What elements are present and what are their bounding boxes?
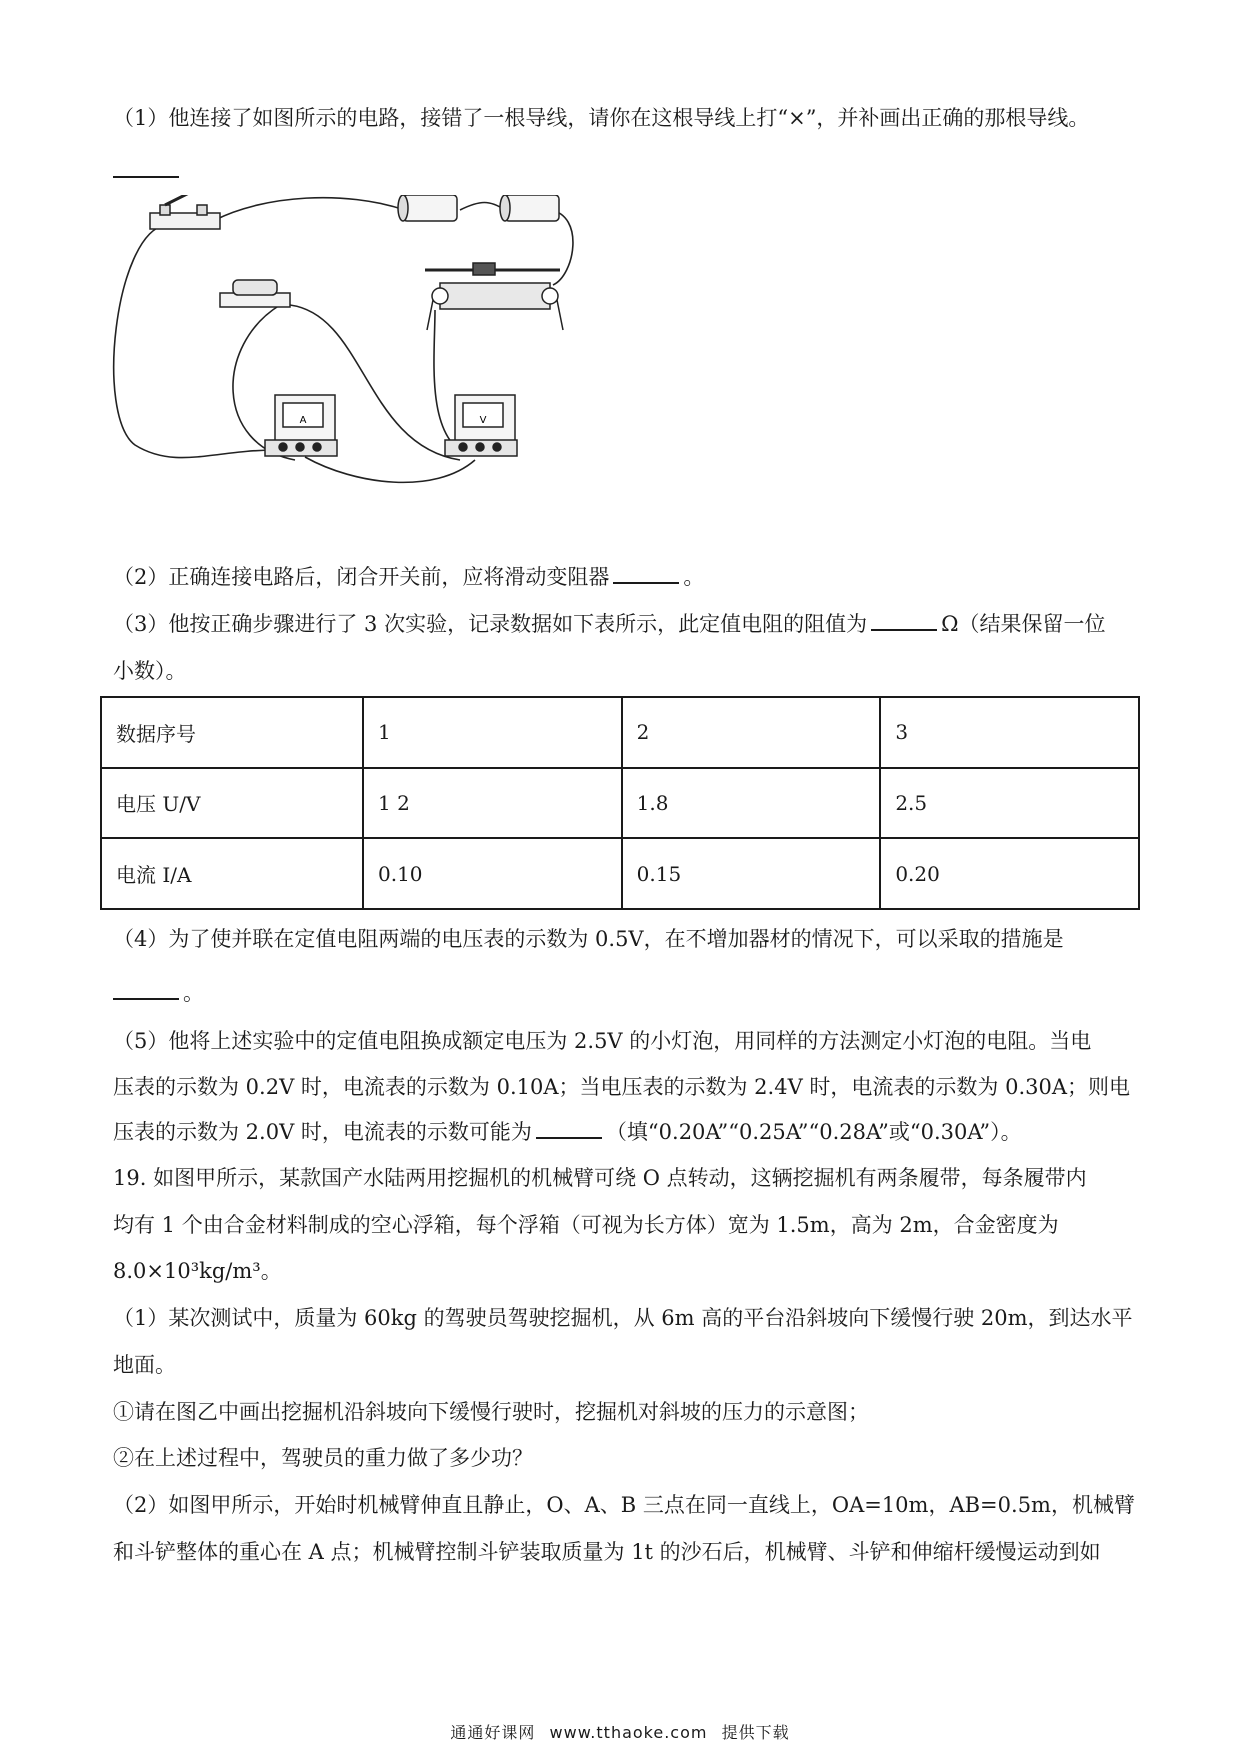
fixed-resistor [220, 280, 290, 307]
voltmeter-symbol: V [479, 415, 487, 426]
q19-part2-line2: 和斗铲整体的重心在 A 点；机械臂控制斗铲装取质量为 1t 的沙石后，机械臂、斗铲和伸缩杆缓慢运动到如 [113, 1540, 1101, 1564]
table-cell: 电流 I/A [101, 838, 363, 909]
table-cell: 0.15 [622, 838, 881, 909]
footer-site-name: 通通好课网 [450, 1723, 536, 1742]
q18-part5-line3 [113, 1117, 1022, 1147]
table-row [101, 768, 1139, 839]
table-cell: 0.20 [880, 838, 1139, 909]
q18-part3-text: （3）他按正确步骤进行了 3 次实验，记录数据如下表所示，此定值电阻的阻值为 [113, 612, 868, 636]
q19-stem-line2: 均有 1 个由合金材料制成的空心浮箱，每个浮箱（可视为长方体）宽为 1.5m，高为 2m，合金密度为 [113, 1213, 1059, 1237]
q19-part1-task1: ①请在图乙中画出挖掘机沿斜坡向下缓慢行驶时，挖掘机对斜坡的压力的示意图； [113, 1400, 869, 1424]
battery-left [398, 195, 457, 221]
q18-part3-cont: 小数）。 [113, 659, 187, 683]
table-cell: 0.10 [363, 838, 622, 909]
answer-blank-2 [613, 562, 679, 584]
q19-stem-line1: 19. 如图甲所示，某款国产水陆两用挖掘机的机械臂可绕 O 点转动，这辆挖掘机有两条履带，每条履带内 [113, 1166, 1087, 1190]
q18-part4-cont [113, 978, 204, 1008]
table-row [101, 838, 1139, 909]
table-cell: 数据序号 [101, 697, 363, 768]
q18-part2 [113, 562, 704, 592]
q18-part5-line2: 压表的示数为 0.2V 时，电流表的示数为 0.10A；当电压表的示数为 2.4V 时，电流表的示数为 0.30A；则电 [113, 1075, 1131, 1099]
circuit-figure [105, 195, 675, 525]
q18-part1: （1）他连接了如图所示的电路，接错了一根导线，请你在这根导线上打“×”，并补画出正确的那根导线。 [113, 106, 1090, 130]
q19-part1-line2: 地面。 [113, 1353, 176, 1377]
q19-part1-task2: ②在上述过程中，驾驶员的重力做了多少功？ [113, 1446, 533, 1470]
table-cell: 2 [622, 697, 881, 768]
wire-ammeter-voltmeter [305, 457, 475, 482]
table-cell: 1 2 [363, 768, 622, 839]
q19-part1-line1: （1）某次测试中，质量为 60kg 的驾驶员驾驶挖掘机，从 6m 高的平台沿斜坡向下缓慢行驶 20m，到达水平 [113, 1306, 1133, 1330]
answer-blank-5 [536, 1117, 602, 1139]
table-row [101, 697, 1139, 768]
table-cell: 电压 U/V [101, 768, 363, 839]
footer-note: 提供下载 [721, 1723, 790, 1742]
knife-switch [150, 195, 220, 229]
table-cell: 1.8 [622, 768, 881, 839]
q18-part3-unit: Ω（结果保留一位 [941, 612, 1106, 636]
battery-right [500, 195, 559, 221]
q18-part5-options: （填“0.20A”“0.25A”“0.28A”或“0.30A”）。 [605, 1120, 1022, 1144]
q19-stem-line3: 8.0×10³kg/m³。 [113, 1259, 282, 1283]
table-cell: 3 [880, 697, 1139, 768]
q18-part2-end: 。 [683, 565, 705, 589]
data-table [100, 696, 1140, 910]
answer-blank-4 [113, 978, 179, 1000]
q18-part4-end: 。 [183, 981, 204, 1005]
ammeter-symbol: A [299, 415, 307, 426]
table-cell: 1 [363, 697, 622, 768]
page-footer [0, 1720, 1240, 1743]
table-cell: 2.5 [880, 768, 1139, 839]
wire-battery-link [460, 203, 505, 211]
wire-switch-battery [215, 198, 405, 220]
q19-part2-line1: （2）如图甲所示，开始时机械臂伸直且静止，O、A、B 三点在同一直线上，OA=10m，AB=0.5m，机械臂 [113, 1493, 1135, 1517]
q18-part2-text: （2）正确连接电路后，闭合开关前，应将滑动变阻器 [113, 565, 610, 589]
answer-blank-3 [871, 609, 937, 631]
sliding-rheostat [425, 263, 563, 330]
q18-part5-text: 压表的示数为 2.0V 时，电流表的示数可能为 [113, 1120, 532, 1144]
wire-switch-ammeter [114, 225, 275, 458]
footer-url[interactable]: www.tthaoke.com [549, 1723, 708, 1742]
q18-part4: （4）为了使并联在定值电阻两端的电压表的示数为 0.5V，在不增加器材的情况下，可以采取的措施是 [113, 927, 1064, 951]
q18-part5-line1: （5）他将上述实验中的定值电阻换成额定电压为 2.5V 的小灯泡，用同样的方法测定小灯泡的电阻。当电 [113, 1029, 1092, 1053]
answer-blank-1 [113, 176, 179, 178]
q18-part3 [113, 609, 1106, 639]
